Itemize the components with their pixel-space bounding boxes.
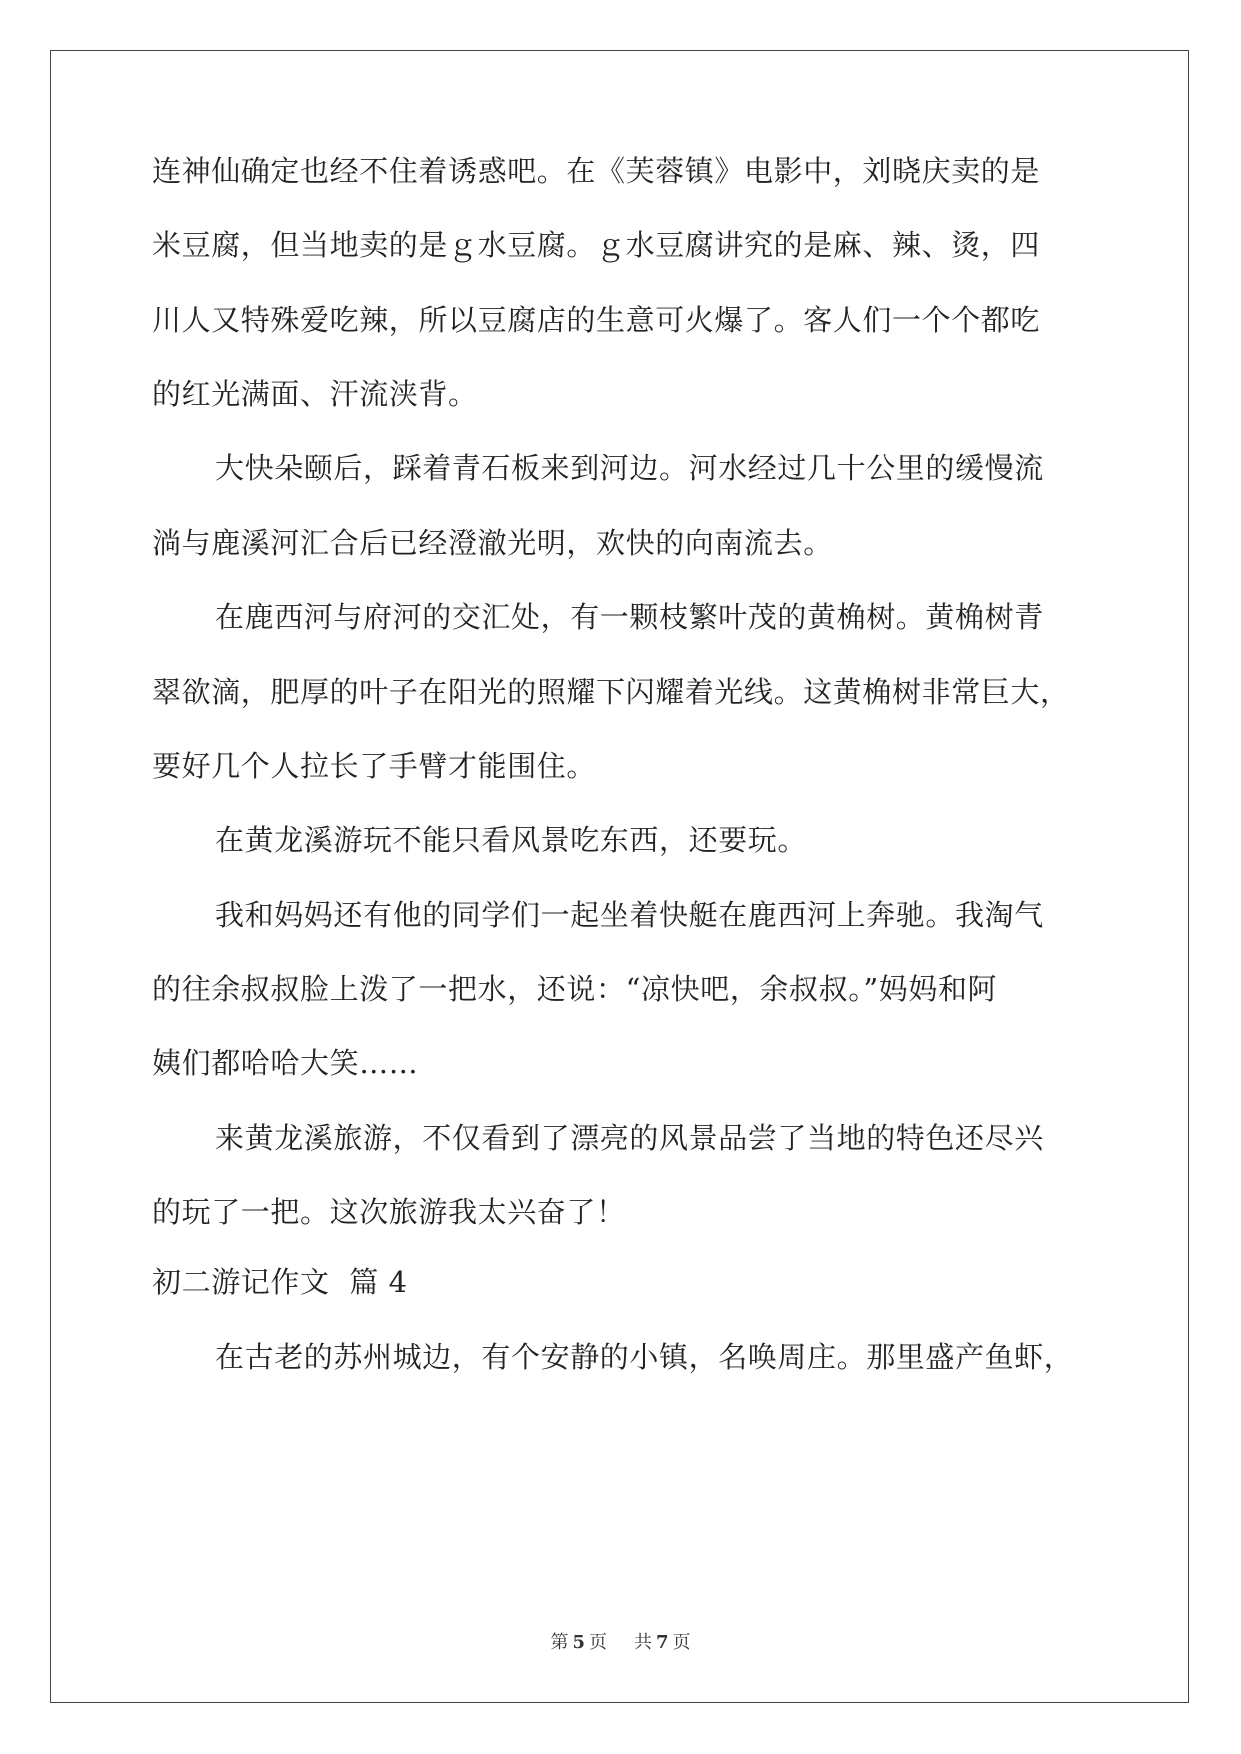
page-border [50, 50, 1189, 1703]
text-line: 的红光满面、汗流浃背。 [152, 377, 478, 411]
paragraph-start-line: 我和妈妈还有他的同学们一起坐着快艇在鹿西河上奔驰。我淘气 [215, 898, 1044, 932]
text-line: 连神仙确定也经不住着诱惑吧。在《芙蓉镇》电影中，刘晓庆卖的是 [152, 154, 1041, 188]
page-footer [0, 1628, 1241, 1654]
total-pages-number: 7 [655, 1632, 669, 1653]
paragraph-start-line: 来黄龙溪旅游，不仅看到了漂亮的风景品尝了当地的特色还尽兴 [215, 1121, 1044, 1155]
text-line: 要好几个人拉长了手臂才能围住。 [152, 749, 597, 783]
section-heading: 初二游记作文 篇 4 [152, 1265, 408, 1299]
text-line: 淌与鹿溪河汇合后已经澄澈光明，欢快的向南流去。 [152, 526, 833, 560]
footer-total-prefix: 共 [633, 1632, 652, 1653]
current-page-number: 5 [572, 1632, 586, 1653]
text-line: 姨们都哈哈大笑…… [152, 1046, 419, 1080]
footer-total-suffix: 页 [672, 1632, 691, 1653]
footer-prefix: 第 [550, 1632, 569, 1653]
paragraph-start-line: 大快朵颐后，踩着青石板来到河边。河水经过几十公里的缓慢流 [215, 451, 1044, 485]
paragraph-start-line: 在黄龙溪游玩不能只看风景吃东西，还要玩。 [215, 823, 808, 857]
text-line: 翠欲滴，肥厚的叶子在阳光的照耀下闪耀着光线。这黄桷树非常巨大， [152, 675, 1070, 709]
text-line: 的往余叔叔脸上泼了一把水，还说：“凉快吧，余叔叔。”妈妈和阿 [152, 972, 998, 1006]
text-line: 川人又特殊爱吃辣，所以豆腐店的生意可火爆了。客人们一个个都吃 [152, 303, 1041, 337]
text-line: 米豆腐，但当地卖的是ｇ水豆腐。ｇ水豆腐讲究的是麻、辣、烫，四 [152, 228, 1041, 262]
paragraph-start-line: 在鹿西河与府河的交汇处，有一颗枝繁叶茂的黄桷树。黄桷树青 [215, 600, 1044, 634]
text-line: 的玩了一把。这次旅游我太兴奋了！ [152, 1195, 626, 1229]
paragraph-start-line: 在古老的苏州城边，有个安静的小镇，名唤周庄。那里盛产鱼虾， [215, 1340, 1074, 1374]
footer-page-suffix: 页 [589, 1632, 608, 1653]
